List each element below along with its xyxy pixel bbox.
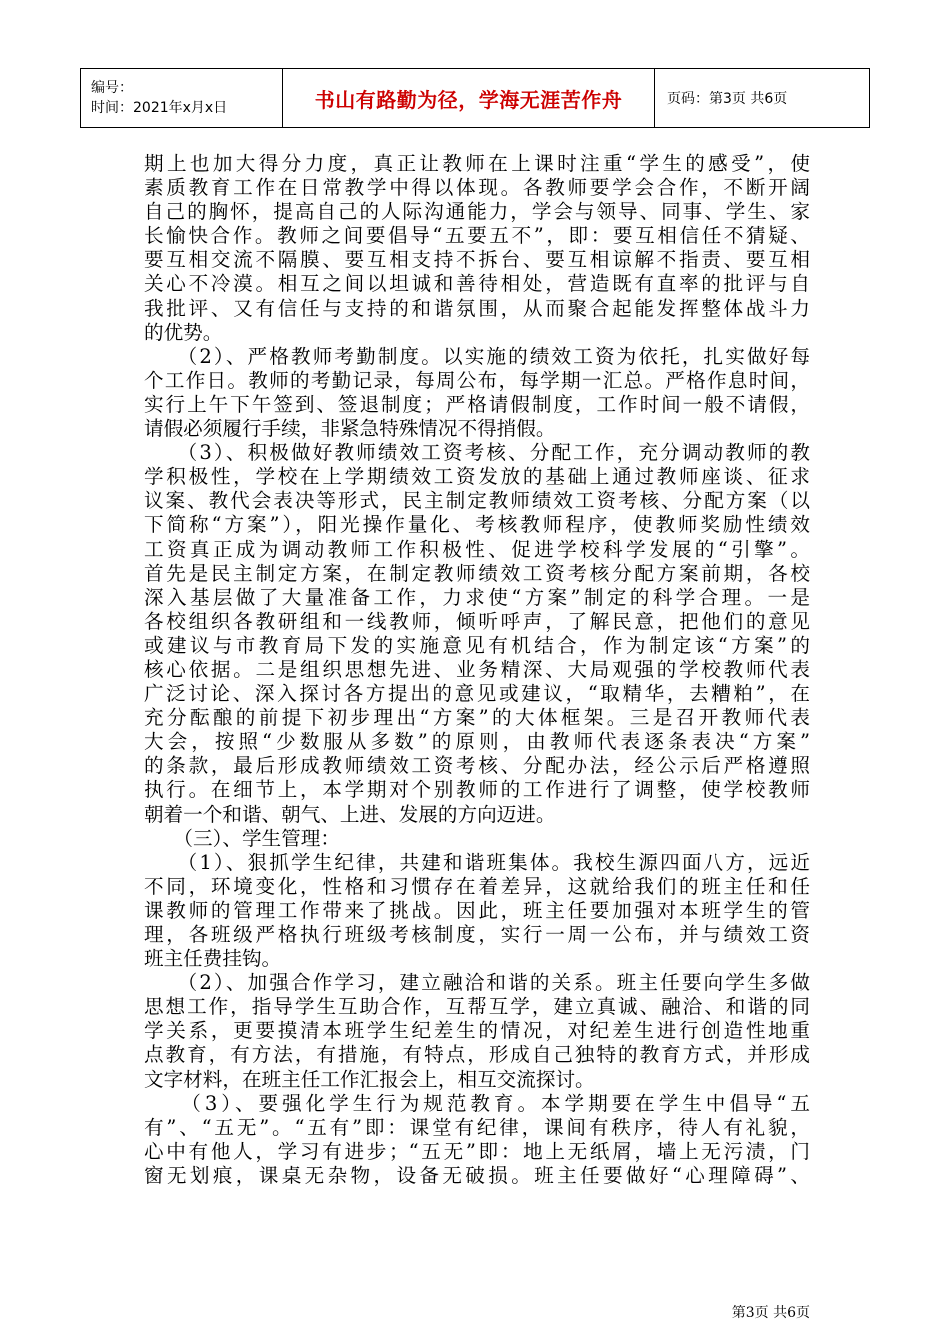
body-text-line: （3）、要强化学生行为规范教育。本学期要在学生中倡导“五 [144, 1091, 810, 1115]
body-text-line: （2）、加强合作学习，建立融洽和谐的关系。班主任要向学生多做 [144, 971, 810, 995]
header-meta [81, 69, 283, 127]
body-text-line: （3）、积极做好教师绩效工资考核、分配工作，充分调动教师的教 [144, 441, 810, 465]
document-time-label: 时间：2021年x月x日 [91, 100, 228, 116]
body-text-line: 深入基层做了大量准备工作，力求使“方案”制定的科学合理。一是 [144, 585, 810, 609]
header-page-cell [655, 69, 869, 127]
body-text-line: 长愉快合作。教师之间要倡导“五要五不”，即：要互相信任不猜疑、 [144, 224, 810, 248]
body-text-line: 执行。在细节上，本学期对个别教师的工作进行了调整，使学校教师 [144, 778, 810, 802]
body-text-line: 要互相交流不隔膜、要互相支持不拆台、要互相谅解不指责、要互相 [144, 248, 810, 272]
body-text-line: 素质教育工作在日常教学中得以体现。各教师要学会合作，不断开阔 [144, 176, 810, 200]
body-text-line: 思想工作，指导学生互助合作，互帮互学，建立真诚、融洽、和谐的同 [144, 995, 810, 1019]
body-text-line: 充分酝酿的前提下初步理出“方案”的大体框架。三是召开教师代表 [144, 706, 810, 730]
footer-page-number: 第3页 共6页 [731, 1305, 810, 1321]
document-body [144, 152, 810, 1188]
body-text-line: 窗无划痕，课桌无杂物，设备无破损。班主任要做好“心理障碍”、 [144, 1163, 810, 1187]
body-text-line: 各校组织各教研组和一线教师，倾听呼声，了解民意，把他们的意见 [144, 609, 810, 633]
body-text-line: （1）、狠抓学生纪律，共建和谐班集体。我校生源四面八方，远近 [144, 850, 810, 874]
body-text-line: 个工作日。教师的考勤记录，每周公布，每学期一汇总。严格作息时间， [144, 368, 810, 392]
document-number-label: 编号： [91, 80, 133, 96]
body-text-line: 或建议与市教育局下发的实施意见有机结合，作为制定该“方案”的 [144, 633, 810, 657]
body-text-line: 请假必须履行手续，非紧急特殊情况不得捎假。 [144, 417, 556, 441]
body-text-line: 理，各班级严格执行班级考核制度，实行一周一公布，并与绩效工资 [144, 923, 810, 946]
body-text-line: 关心不冷漠。相互之间以坦诚和善待相处，营造既有直率的批评与自 [144, 272, 810, 296]
body-text-line: 课教师的管理工作带来了挑战。因此，班主任要加强对本班学生的管 [144, 898, 810, 922]
body-text-line: 心中有他人，学习有进步；“五无”即：地上无纸屑，墙上无污渍，门 [144, 1139, 810, 1163]
body-text-line: 实行上午下午签到、签退制度；严格请假制度，工作时间一般不请假， [144, 392, 810, 416]
body-text-line: 我批评、又有信任与支持的和谐氛围，从而聚合起能发挥整体战斗力 [144, 296, 810, 320]
header-motto-cell [283, 69, 655, 127]
body-text-line: 广泛讨论、深入探讨各方提出的意见或建议，“取精华，去糟粕”，在 [144, 682, 810, 706]
body-text-line: 的条款，最后形成教师绩效工资考核、分配办法，经公示后严格遵照 [144, 754, 810, 778]
body-text-line: （三）、学生管理： [144, 826, 340, 850]
body-text-line: 工资真正成为调动教师工作积极性、促进学校科学发展的“引擎”。 [144, 537, 810, 561]
body-text-line: 大会，按照“少数服从多数”的原则，由教师代表逐条表决“方案” [144, 730, 810, 754]
body-text-line: 下简称“方案”），阳光操作量化、考核教师程序，使教师奖励性绩效 [144, 513, 810, 537]
body-text-line: 核心依据。二是组织思想先进、业务精深、大局观强的学校教师代表 [144, 657, 810, 681]
body-text-line: 学关系，更要摸清本班学生纪差生的情况，对纪差生进行创造性地重 [144, 1019, 810, 1043]
body-text-line: 的优势。 [144, 320, 223, 344]
body-text-line: 首先是民主制定方案，在制定教师绩效工资考核分配方案前期，各校 [144, 561, 810, 585]
body-text-line: 不同，环境变化，性格和习惯存在着差异，这就给我们的班主任和任 [144, 874, 810, 898]
body-text-line: 议案、教代会表决等形式，民主制定教师绩效工资考核、分配方案（以 [144, 489, 810, 513]
body-text-line: 点教育，有方法，有措施，有特点，形成自己独特的教育方式，并形成 [144, 1043, 810, 1067]
body-text-line: 自己的胸怀，提高自己的人际沟通能力，学会与领导、同事、学生、家 [144, 200, 810, 224]
body-text-line: （2）、严格教师考勤制度。以实施的绩效工资为依托，扎实做好每 [144, 344, 810, 368]
header-motto: 书山有路勤为径，学海无涯苦作舟 [314, 87, 623, 112]
page-header [80, 68, 870, 128]
header-page-number: 页码：第3页 共6页 [667, 91, 788, 107]
body-text-line: 文字材料，在班主任工作汇报会上，相互交流探讨。 [144, 1067, 595, 1091]
body-text-line: 朝着一个和谐、朝气、上进、发展的方向迈进。 [144, 802, 556, 826]
body-text-line: 班主任费挂钩。 [144, 947, 282, 971]
body-text-line: 有”、“五无”。“五有”即：课堂有纪律，课间有秩序，待人有礼貌， [144, 1115, 810, 1139]
body-text-line: 学积极性，学校在上学期绩效工资发放的基础上通过教师座谈、征求 [144, 465, 810, 489]
body-text-line: 期上也加大得分力度，真正让教师在上课时注重“学生的感受”，使 [144, 152, 810, 175]
